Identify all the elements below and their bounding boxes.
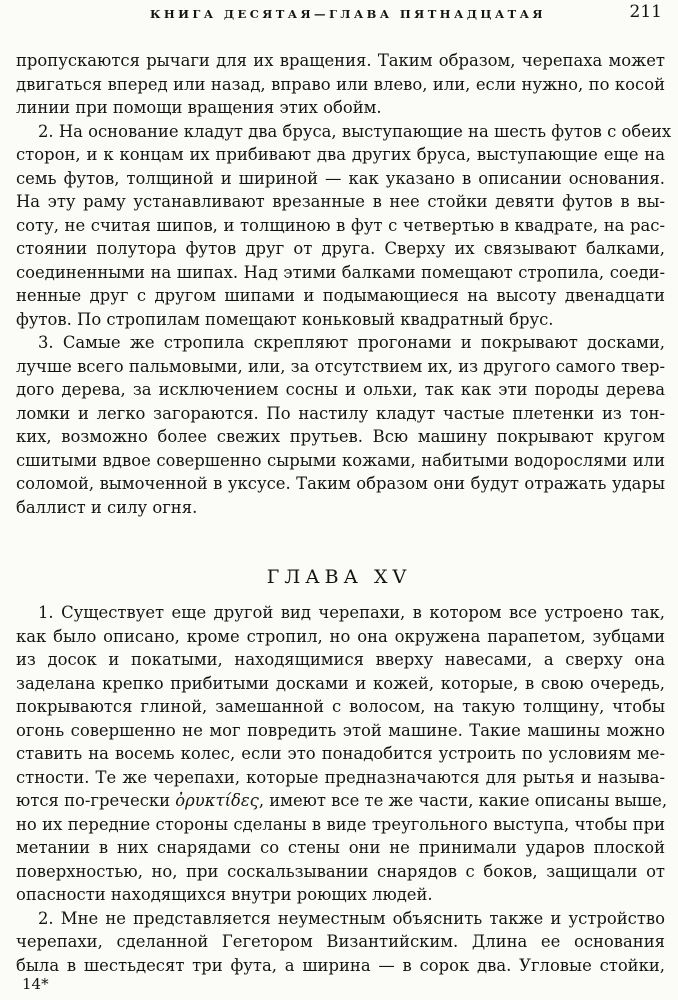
text-line: сшитыми вдвое совершенно сырыми кожами, набитыми водорослями или bbox=[16, 450, 665, 470]
text-line: стности. Те же черепахи, которые предназначаются для рытья и называ- bbox=[16, 767, 665, 787]
text-line: опасности находящихся внутри роющих людей. bbox=[16, 885, 433, 904]
paragraph-2-start: 2. Мне не представляется неуместным объяснить также и устройство bbox=[38, 908, 665, 928]
section-text-2 bbox=[16, 601, 668, 977]
text-line: заделана крепко прибитыми досками и кожей, которые, в свою очередь, bbox=[16, 673, 665, 693]
text-line: ких, возможно более свежих прутьев. Всю машину покрывают кругом bbox=[16, 427, 665, 446]
printer-signature-mark: 14* bbox=[22, 975, 49, 993]
text-line: линии при помощи вращения этих обойм. bbox=[16, 98, 382, 117]
text-line: пропускаются рычаги для их вращения. Таким образом, черепаха может bbox=[16, 51, 665, 70]
text-line: как было описано, кроме стропил, но она окружена парапетом, зубцами bbox=[16, 626, 665, 646]
paragraph-3-start: 3. Самые же стропила скрепляют прогонами и покрывают досками, bbox=[38, 333, 665, 352]
text-line: ненные друг с другом шипами и подымающиеся на высоту двенадцати bbox=[16, 286, 665, 305]
text-line: футов. По стропилам помещают коньковый квадратный брус. bbox=[16, 309, 554, 329]
text-line: баллист и силу огня. bbox=[16, 497, 198, 517]
paragraph-1-start: 1. Существует еще другой вид черепахи, в котором все устроено так, bbox=[38, 603, 665, 622]
greek-term: ὀρυκτίδες bbox=[175, 791, 259, 810]
text-line: дого дерева, за исключением сосны и ольхи, так как эти породы дерева bbox=[16, 380, 665, 399]
text-line: из досок и покатыми, находящимися вверху навесами, а сверху она bbox=[16, 650, 665, 669]
text-line: метании в них снарядами со стены они не принимали ударов плоской bbox=[16, 838, 665, 857]
chapter-title: ГЛАВА XV bbox=[266, 566, 412, 588]
text-line: но их передние стороны сделаны в виде треугольного выступа, чтобы при bbox=[16, 814, 665, 834]
text-line: соту, не считая шипов, и толщиною в фут с четвертью в квадрате, на рас- bbox=[16, 215, 665, 235]
text-line: ставить на восемь колес, если это понадобится устроить по условиям ме- bbox=[16, 744, 665, 763]
running-title: КНИГА ДЕСЯТАЯ—ГЛАВА ПЯТНАДЦАТАЯ bbox=[150, 7, 546, 21]
text-line: соединенными на шипах. Над этими балками помещают стропила, соеди- bbox=[16, 262, 665, 282]
text-line: На эту раму устанавливают врезанные в нее стойки девяти футов в вы- bbox=[16, 192, 665, 211]
text-line: стоянии полутора футов друг от друга. Сверху их связывают балками, bbox=[16, 239, 665, 258]
text-fragment: ются по-гречески bbox=[16, 791, 176, 810]
text-line: соломой, вымоченной в уксусе. Таким образом они будут отражать удары bbox=[16, 474, 665, 493]
text-line: лучше всего пальмовыми, или, за отсутствием их, из другого самого твер- bbox=[16, 356, 665, 376]
text-line: ломки и легко загораются. По настилу кладут частые плетенки из тон- bbox=[16, 403, 665, 423]
section-text-1 bbox=[16, 49, 672, 519]
text-line: двигаться вперед или назад, вправо или влево, или, если нужно, по косой bbox=[16, 74, 665, 94]
text-line: поверхностью, но, при соскальзывании снарядов с боков, защищали от bbox=[16, 861, 665, 881]
page-header bbox=[0, 0, 678, 36]
text-line: семь футов, толщиной и шириной — как указано в описании основания. bbox=[16, 168, 665, 188]
text-line: черепахи, сделанной Гегетором Византийским. Длина ее основания bbox=[16, 932, 665, 951]
text-line-with-greek bbox=[16, 789, 668, 813]
page-number: 211 bbox=[629, 2, 662, 22]
text-line: огонь совершенно не мог повредить этой машине. Такие машины можно bbox=[16, 720, 665, 740]
text-fragment: , имеют все те же части, какие описаны выше, bbox=[258, 791, 668, 810]
paragraph-2-start: 2. На основание кладут два бруса, выступающие на шесть футов с обеих bbox=[38, 121, 672, 141]
text-line: была в шестьдесят три фута, а ширина — в сорок два. Угловые стойки, bbox=[16, 955, 665, 975]
text-line: покрываются глиной, замешанной с волосом, на такую толщину, чтобы bbox=[16, 697, 665, 716]
text-line: сторон, и к концам их прибивают два других бруса, выступающие еще на bbox=[16, 145, 665, 164]
